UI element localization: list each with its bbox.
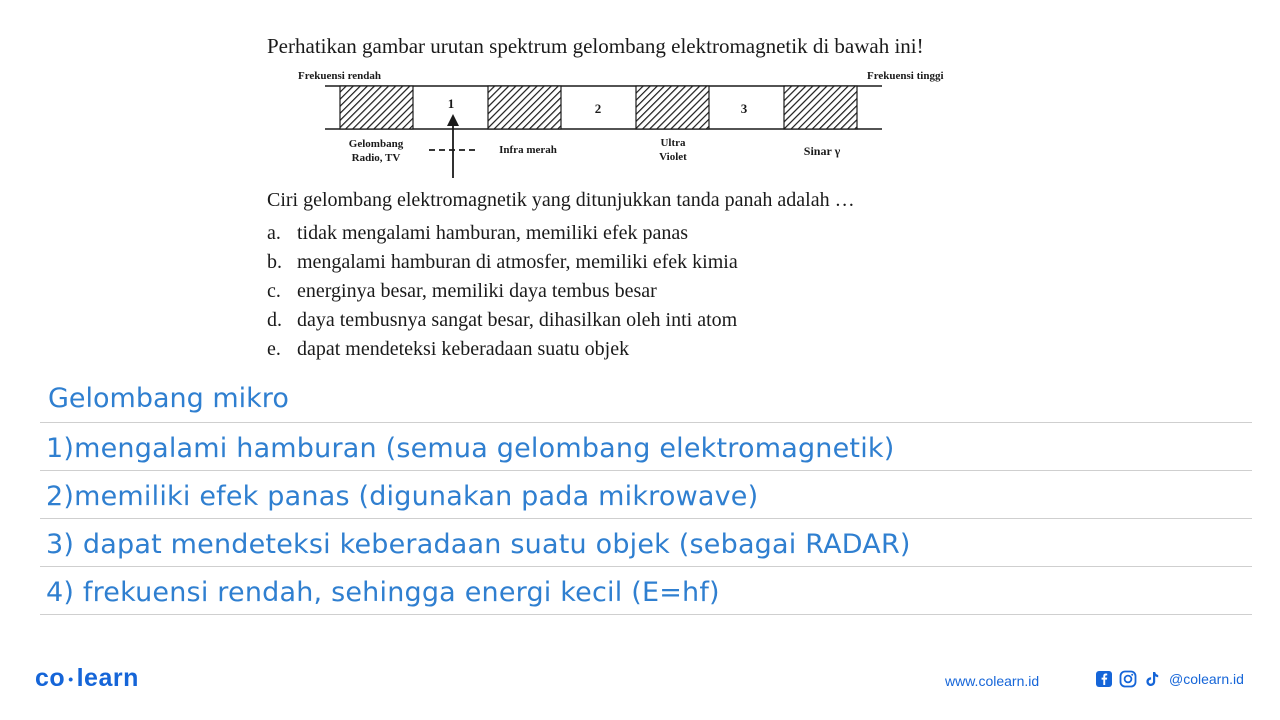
ruled-line [40, 566, 1252, 567]
hatched-box-gamma [784, 86, 857, 129]
ruled-line [40, 614, 1252, 615]
freq-high-label: Frekuensi tinggi [867, 70, 944, 82]
question-text: Perhatikan gambar urutan spektrum gelombang elektromagnetik di bawah ini! [267, 34, 924, 58]
website-link[interactable]: www.colearn.id [945, 673, 1040, 689]
note-line-3: 3) dapat mendeteksi keberadaan suatu objek (sebagai RADAR) [46, 529, 911, 560]
box-label-2: 2 [594, 101, 602, 116]
box-label-1: 1 [447, 96, 455, 111]
logo-dot-icon: • [68, 671, 74, 688]
wave-infra: Infra merah [499, 144, 557, 156]
option-d: d. daya tembusnya sangat besar, dihasilkan oleh inti atom [267, 309, 738, 331]
ruled-line [40, 518, 1252, 519]
answer-options [267, 219, 738, 364]
tiktok-icon[interactable] [1143, 670, 1161, 688]
hatched-box-uv [636, 86, 709, 129]
wave-radio-line1: Gelombang [348, 138, 404, 150]
ruled-line [40, 422, 1252, 423]
social-handle[interactable]: @colearn.id [1169, 671, 1244, 687]
box-label-3: 3 [740, 101, 748, 116]
option-a: a. tidak mengalami hamburan, memiliki efek panas [267, 222, 688, 244]
note-line-2: 2)memiliki efek panas (digunakan pada mikrowave) [46, 481, 759, 512]
facebook-icon[interactable] [1095, 670, 1113, 688]
option-c: c. energinya besar, memiliki daya tembus besar [267, 280, 657, 302]
freq-low-label: Frekuensi rendah [298, 70, 382, 82]
option-e: e. dapat mendeteksi keberadaan suatu objek [267, 338, 630, 360]
instagram-icon[interactable] [1119, 670, 1137, 688]
wave-radio-line2: Radio, TV [351, 152, 401, 164]
wave-uv-line2: Violet [659, 151, 687, 163]
wave-gamma: Sinar γ [803, 144, 841, 158]
em-spectrum-diagram [0, 0, 1280, 190]
option-b: b. mengalami hamburan di atmosfer, memiliki efek kimia [267, 251, 738, 273]
notes-title: Gelombang mikro [48, 383, 289, 414]
note-line-4: 4) frekuensi rendah, sehingga energi kecil (E=hf) [46, 577, 720, 608]
question-prompt: Ciri gelombang elektromagnetik yang ditunjukkan tanda panah adalah … [267, 189, 855, 211]
hatched-box-infra [488, 86, 561, 129]
note-line-1: 1)mengalami hamburan (semua gelombang elektromagnetik) [46, 433, 895, 464]
colearn-logo[interactable]: co • learn [35, 664, 139, 692]
arrow-icon [429, 114, 475, 178]
wave-uv-line1: Ultra [660, 137, 686, 149]
ruled-line [40, 470, 1252, 471]
hatched-box-radio [340, 86, 413, 129]
social-links [1095, 670, 1244, 688]
